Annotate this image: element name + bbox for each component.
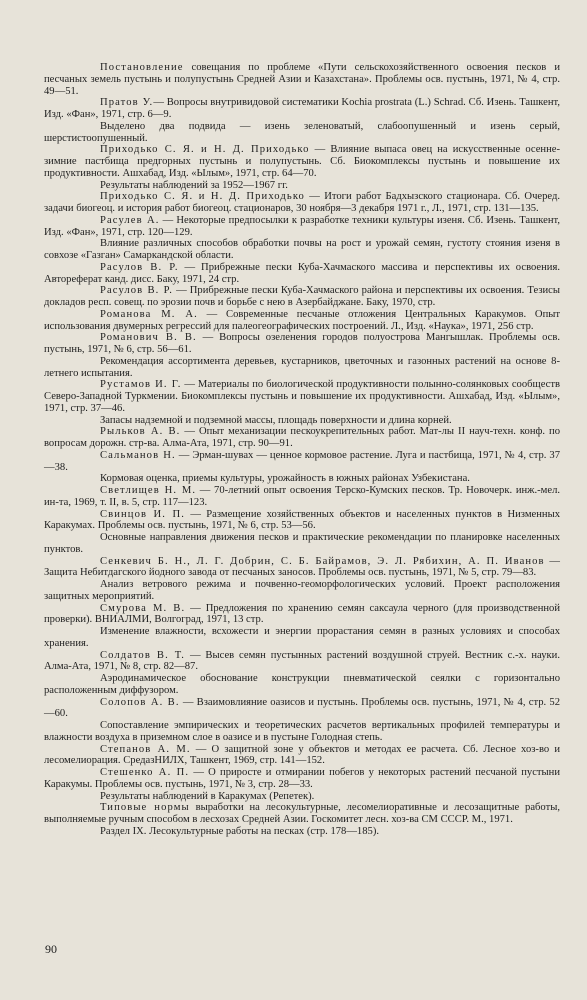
bibliography-entry bbox=[44, 426, 560, 450]
entry-annotation bbox=[44, 415, 560, 427]
entry-text: — Защита Небитдагского йодного завода от песчаных заносов. Проблемы осв. пустынь, 1971, № 5, стр. 79—83. bbox=[44, 555, 560, 579]
entry-annotation bbox=[44, 720, 560, 744]
entry-text: — Современные песчаные отложения Центральных Каракумов. Опыт использования двумерных регрессий для палеогеографических построений. Л., Изд. «Наука», 1971, 256 стр. bbox=[44, 308, 560, 332]
entry-text: — О защитной зоне у объектов и методах ее расчета. Сб. Лесное хоз-во и лесомелиорация. СредазНИЛХ, Ташкент, 1969, стр. 141—152. bbox=[44, 743, 560, 767]
entry-annotation bbox=[44, 238, 560, 262]
entry-annotation bbox=[44, 532, 560, 556]
entry-author: Постановление bbox=[100, 62, 184, 73]
bibliography-entry bbox=[44, 309, 560, 333]
entry-author: Рыльков А. В. bbox=[100, 426, 181, 438]
page-number: 90 bbox=[45, 942, 57, 956]
annotation-text: Изменение влажности, всхожести и энергии прорастания семян в разных условиях и способах хранения. bbox=[44, 626, 560, 649]
entry-text: — Влияние выпаса овец на искусственные осенне-зимние пастбища предгорных пустынь и полупустынь. Сб. Биокомплексы пустынь и повышение их продуктивности. Ашхабад, Изд. «Ылым», 1971, стр. 64—70. bbox=[44, 144, 561, 179]
bibliography-entry bbox=[44, 285, 560, 309]
entry-annotation bbox=[44, 826, 560, 838]
entry-author: Типовые нормы bbox=[100, 802, 190, 814]
entry-author: Сальманов Н. bbox=[100, 449, 176, 461]
entry-text: — Высев семян пустынных растений воздушной струей. Вестник с.-х. науки. Алма-Ата, 1971, № 8, стр. 82—87. bbox=[44, 649, 560, 673]
entry-author: Приходько С. Я. и Н. Д. Приходько bbox=[100, 144, 310, 156]
entry-annotation bbox=[44, 626, 560, 650]
bibliography-entry bbox=[44, 450, 560, 474]
entry-author: Расулов В. Р. bbox=[100, 261, 179, 273]
entry-author: Приходько С. Я. и Н. Д. Приходько bbox=[100, 191, 305, 203]
annotation-text: Рекомендация ассортимента деревьев, кустарников, цветочных и газонных растений на основе 8-летнего испытания. bbox=[44, 355, 560, 379]
entry-author: Пратов У. bbox=[100, 97, 154, 109]
annotation-text: Аэродинамическое обоснование конструкции пневматической сеялки с горизонтально расположенным диффузором. bbox=[44, 673, 560, 696]
annotation-text: Результаты наблюдений в Каракумах (Репетек). bbox=[100, 790, 315, 802]
entry-author: Расулов В. Р. bbox=[100, 285, 173, 297]
entry-author: Стешенко А. П. bbox=[100, 767, 190, 778]
entry-author: Степанов А. М. bbox=[100, 743, 191, 755]
entry-author: Сенкевич Б. Н., Л. Г. Добрин, С. Б. Байрамов, Э. Л. Рябихин, А. П. Иванов bbox=[100, 555, 545, 567]
entry-annotation bbox=[44, 473, 560, 485]
bibliography-entry bbox=[44, 485, 560, 509]
bibliography-entry bbox=[44, 556, 560, 580]
entry-text: — Некоторые предпосылки к разработке техники культуры изеня. Сб. Изень. Ташкент, Изд. «Фан», 1971, стр. 120—129. bbox=[44, 214, 560, 238]
entry-annotation bbox=[44, 121, 560, 145]
bibliography-entry bbox=[44, 144, 560, 179]
entry-text: — Итоги работ Бадхызского стационара. Сб. Очеред. задачи биогеоц. и история работ биогеоц. стационаров, 30 ноября—3 декабря 1971 г., Л., 1971, стр. 131—135. bbox=[44, 191, 560, 214]
bibliography-entry bbox=[44, 697, 560, 721]
entry-text: — Эрман-шувах — ценное кормовое растение. Луга и пастбища, 1971, № 4, стр. 37—38. bbox=[44, 449, 560, 473]
entry-author: Светлищев Н. М. bbox=[100, 485, 197, 496]
entry-text: — Прибрежные пески Куба-Хачмаского района и перспективы их освоения. Тезисы докладов респ. совещ. по эрозии почв и борьбе с нею в Азербайджане. Баку, 1970, стр. bbox=[44, 285, 560, 308]
entry-text: — Взаимовлияние оазисов и пустынь. Проблемы осв. пустынь, 1971, № 4, стр. 52—60. bbox=[44, 696, 561, 720]
entry-annotation bbox=[44, 180, 560, 192]
entry-text: — Вопросы озеленения городов полуострова Мангышлак. Проблемы осв. пустынь, 1971, № 6, стр. 56—61. bbox=[44, 332, 561, 355]
bibliography-entry bbox=[44, 191, 560, 215]
bibliography-entry bbox=[44, 62, 560, 97]
bibliography-entry bbox=[44, 379, 560, 414]
annotation-text: Основные направления движения песков и практические рекомендации по планировке населенных пунктов. bbox=[44, 532, 560, 555]
annotation-text: Запасы надземной и подземной массы, площадь поверхности и длина корней. bbox=[100, 414, 452, 426]
entry-text: — 70-летний опыт освоения Терско-Кумских песков. Тр. Новочерк. инж.-мел. ин-та, 1969, т. II, в. 5, стр. 117—123. bbox=[44, 485, 560, 508]
entry-text: — Предложения по хранению семян саксаула черного (для производственной проверки). ВНИАЛМИ, Волгоград, 1971, 13 стр. bbox=[44, 602, 561, 626]
bibliography-entry bbox=[44, 215, 560, 239]
bibliography-entry bbox=[44, 603, 560, 627]
entry-text: — Материалы по биологической продуктивности полынно-солянковых сообществ Северо-Западной Туркмении. Биокомплексы пустынь и повышение их продуктивности. Ашхабад, Изд. «Ылым», 1971, стр. 37—46. bbox=[44, 379, 560, 414]
annotation-text: Анализ ветрового режима и почвенно-геоморфологических условий. Проект расположения защитных мероприятий. bbox=[44, 579, 560, 602]
annotation-text: Сопоставление эмпирических и теоретических расчетов вертикальных профилей температуры и влажности воздуха в приземном слое в оазисе и в пустыне Голодная степь. bbox=[44, 720, 560, 743]
entry-annotation bbox=[44, 579, 560, 603]
entry-text: — Прибрежные пески Куба-Хачмаского массива и перспективы их освоения. Автореферат канд. дисс. Баку, 1971, 24 стр. bbox=[44, 261, 560, 285]
entry-text: — Размещение хозяйственных объектов и населенных пунктов в Низменных Каракумах. Проблемы осв. пустынь, 1971, № 6, стр. 53—56. bbox=[44, 508, 560, 532]
entry-author: Романова М. А. bbox=[100, 308, 198, 320]
bibliography-entry bbox=[44, 744, 560, 768]
entry-text: — Опыт механизации пескоукрепительных работ. Мат-лы II науч-техн. конф. по вопросам дорожн. стр-ва. Алма-Ата, 1971, стр. 90—91. bbox=[44, 426, 560, 449]
entry-annotation bbox=[44, 356, 560, 380]
entry-author: Солопов А. В. bbox=[100, 696, 180, 708]
entry-author: Свинцов И. П. bbox=[100, 508, 185, 520]
annotation-text: Влияние различных способов обработки почвы на рост и урожай семян, густоту стояния изеня в совхозе «Газган» Самаркандской области. bbox=[44, 238, 560, 261]
entry-annotation bbox=[44, 791, 560, 803]
annotation-text: Раздел IX. Лесокультурные работы на песках (стр. 178—185). bbox=[100, 825, 379, 837]
entry-text: — О приросте и отмирании побегов у некоторых растений песчаной пустыни Каракумы. Проблемы осв. пустынь, 1971, № 3, стр. 28—33. bbox=[44, 767, 560, 790]
entry-author: Расулев А. bbox=[100, 214, 160, 226]
bibliography-entry bbox=[44, 767, 560, 791]
entry-author: Смурова М. В. bbox=[100, 602, 186, 614]
bibliography-entry bbox=[44, 650, 560, 674]
annotation-text: Выделено два подвида — изень зеленоватый, слабоопушенный и изень серый, шерстистоопушенный. bbox=[44, 120, 560, 144]
entry-annotation bbox=[44, 673, 560, 697]
bibliography-entry bbox=[44, 332, 560, 356]
entry-text: совещания по проблеме «Пути сельскохозяйственного освоения песков и песчаных земель пустынь и полупустынь Средней Азии и Казахстана». Проблемы осв. пустынь, 1971, № 4, стр. 49—51. bbox=[44, 62, 560, 97]
bibliography-list bbox=[44, 62, 560, 838]
entry-author: Романович В. В. bbox=[100, 332, 197, 344]
entry-author: Рустамов И. Г. bbox=[100, 379, 182, 391]
entry-author: Солдатов В. Т. bbox=[100, 649, 186, 661]
bibliography-entry bbox=[44, 262, 560, 286]
annotation-text: Результаты наблюдений за 1952—1967 гг. bbox=[100, 179, 288, 191]
bibliography-entry bbox=[44, 802, 560, 826]
annotation-text: Кормовая оценка, приемы культуры, урожайность в южных районах Узбекистана. bbox=[100, 473, 470, 485]
entry-text: — Вопросы внутривидовой систематики Kochia prostrata (L.) Schrad. Сб. Изень. Ташкент, Изд. «Фан», 1971, стр. 6—9. bbox=[44, 97, 560, 120]
bibliography-entry bbox=[44, 97, 560, 121]
entry-text: выработки на лесокультурные, лесомелиоративные и лесозащитные работы, выполняемые ручным способом в лесхозах Средней Азии. Госкомитет лесн. хоз-ва СМ СССР. М., 1971. bbox=[44, 802, 560, 825]
bibliography-entry bbox=[44, 509, 560, 533]
